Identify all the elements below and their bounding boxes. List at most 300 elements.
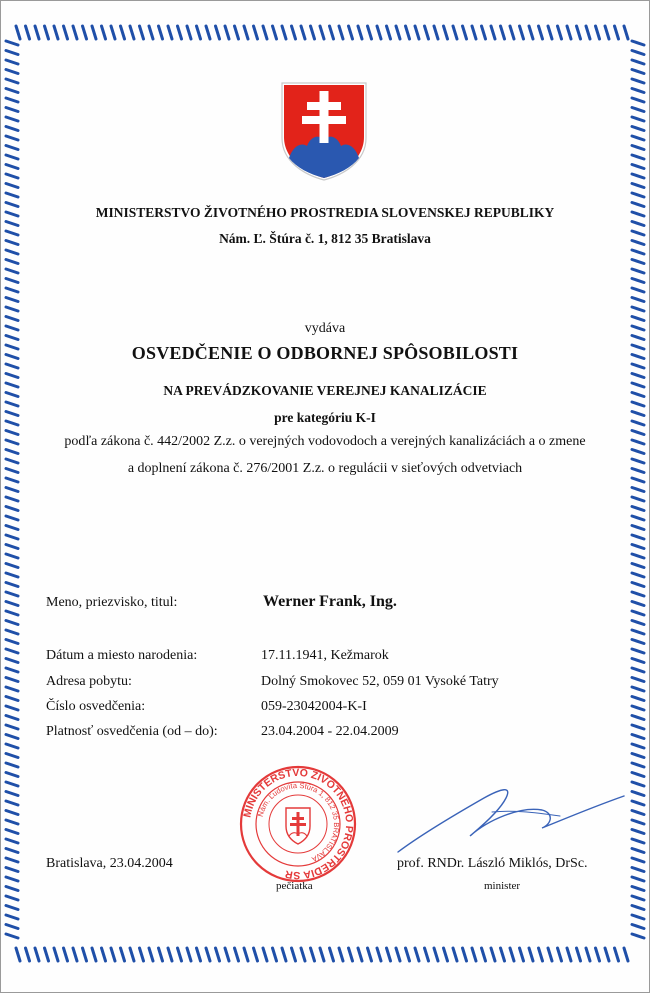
coat-of-arms-icon <box>279 80 369 182</box>
border-mark <box>558 948 562 961</box>
border-mark <box>330 26 334 39</box>
border-mark <box>197 26 201 39</box>
border-mark <box>311 948 315 961</box>
border-mark <box>6 640 18 644</box>
official-stamp-icon <box>238 764 358 884</box>
border-mark <box>632 868 644 872</box>
signature-image <box>392 776 634 858</box>
border-mark <box>632 307 644 311</box>
border-mark <box>6 887 18 891</box>
border-mark <box>6 925 18 929</box>
border-mark <box>35 948 39 961</box>
border-mark <box>159 26 163 39</box>
border-mark <box>130 948 134 961</box>
certificate-title: OSVEDČENIE O ODBORNEJ SPÔSOBILOSTI <box>131 343 519 363</box>
border-mark <box>6 573 18 577</box>
border-mark <box>6 630 18 634</box>
border-mark <box>510 948 514 961</box>
border-mark <box>632 649 644 653</box>
field-value-validity: 23.04.2004 - 22.04.2009 <box>261 724 399 739</box>
field-label-birth: Dátum a miesto narodenia: <box>46 648 198 663</box>
border-mark <box>529 948 533 961</box>
border-mark <box>263 948 267 961</box>
border-mark <box>368 26 372 39</box>
field-label-address: Adresa pobytu: <box>46 674 132 689</box>
border-mark <box>301 26 305 39</box>
border-mark <box>206 26 210 39</box>
border-mark <box>73 26 77 39</box>
border-mark <box>491 26 495 39</box>
border-mark <box>6 554 18 558</box>
border-mark <box>35 26 39 39</box>
border-mark <box>92 26 96 39</box>
border-mark <box>6 706 18 710</box>
border-mark <box>632 887 644 891</box>
border-mark <box>632 98 644 102</box>
border-mark <box>632 288 644 292</box>
border-mark <box>64 26 68 39</box>
border-mark <box>632 193 644 197</box>
border-mark <box>632 716 644 720</box>
border-mark <box>396 948 400 961</box>
border-mark <box>6 811 18 815</box>
border-mark <box>425 948 429 961</box>
border-mark <box>197 948 201 961</box>
border-mark <box>6 507 18 511</box>
border-mark <box>510 26 514 39</box>
border-mark <box>6 488 18 492</box>
border-mark <box>6 735 18 739</box>
border-mark <box>6 906 18 910</box>
border-mark <box>624 26 628 39</box>
border-mark <box>548 26 552 39</box>
border-mark <box>632 279 644 283</box>
border-mark <box>6 564 18 568</box>
border-mark <box>73 948 77 961</box>
border-mark <box>632 108 644 112</box>
border-mark <box>6 697 18 701</box>
border-mark <box>434 26 438 39</box>
border-mark <box>358 948 362 961</box>
border-mark <box>6 792 18 796</box>
border-mark <box>102 26 106 39</box>
border-mark <box>632 554 644 558</box>
field-value-birth: 17.11.1941, Kežmarok <box>261 648 389 663</box>
border-mark <box>434 948 438 961</box>
border-mark <box>6 754 18 758</box>
border-mark <box>6 649 18 653</box>
border-mark <box>282 26 286 39</box>
border-mark <box>6 877 18 881</box>
border-mark <box>632 374 644 378</box>
stamp-outer-text: MINISTERSTVO ŽIVOTNÉHO PROSTREDIA SR <box>241 766 356 882</box>
border-mark <box>6 250 18 254</box>
border-mark <box>311 26 315 39</box>
border-mark <box>168 26 172 39</box>
border-mark <box>16 948 20 961</box>
border-mark <box>406 26 410 39</box>
border-mark <box>520 948 524 961</box>
signatory-name: prof. RNDr. László Miklós, DrSc. <box>397 856 588 871</box>
border-mark <box>244 948 248 961</box>
border-mark <box>632 934 644 938</box>
border-mark <box>368 948 372 961</box>
border-mark <box>632 526 644 530</box>
border-mark <box>632 687 644 691</box>
border-mark <box>6 317 18 321</box>
border-mark <box>6 70 18 74</box>
border-mark <box>491 948 495 961</box>
border-mark <box>6 744 18 748</box>
border-mark <box>632 915 644 919</box>
border-mark <box>472 26 476 39</box>
field-label-validity: Platnosť osvedčenia (od – do): <box>46 724 218 739</box>
border-mark <box>149 948 153 961</box>
border-mark <box>6 450 18 454</box>
border-mark <box>102 948 106 961</box>
border-mark <box>632 146 644 150</box>
stamp-label: pečiatka <box>276 880 313 892</box>
border-mark <box>615 948 619 961</box>
border-mark <box>6 678 18 682</box>
border-mark <box>632 165 644 169</box>
border-mark <box>632 127 644 131</box>
border-mark <box>632 450 644 454</box>
border-mark <box>6 725 18 729</box>
border-mark <box>6 868 18 872</box>
border-mark <box>520 26 524 39</box>
border-mark <box>632 155 644 159</box>
border-mark <box>6 136 18 140</box>
border-mark <box>632 364 644 368</box>
border-mark <box>577 948 581 961</box>
certificate-subtitle: NA PREVÁDZKOVANIE VEREJNEJ KANALIZÁCIE <box>163 383 487 398</box>
border-mark <box>254 26 258 39</box>
border-mark <box>235 26 239 39</box>
border-mark <box>501 948 505 961</box>
border-mark <box>6 602 18 606</box>
border-mark <box>292 26 296 39</box>
border-mark <box>6 364 18 368</box>
border-mark <box>632 659 644 663</box>
border-mark <box>444 948 448 961</box>
border-mark <box>140 948 144 961</box>
border-mark <box>111 948 115 961</box>
border-mark <box>282 948 286 961</box>
border-mark <box>6 763 18 767</box>
border-mark <box>6 545 18 549</box>
issue-place-date: Bratislava, 23.04.2004 <box>46 856 173 871</box>
border-mark <box>6 526 18 530</box>
border-mark <box>632 41 644 45</box>
border-mark <box>263 26 267 39</box>
border-mark <box>632 744 644 748</box>
border-mark <box>6 60 18 64</box>
border-mark <box>453 26 457 39</box>
border-mark <box>632 906 644 910</box>
border-mark <box>6 497 18 501</box>
border-mark <box>6 830 18 834</box>
border-mark <box>463 948 467 961</box>
border-mark <box>244 26 248 39</box>
border-mark <box>6 934 18 938</box>
border-mark <box>6 592 18 596</box>
border-mark <box>349 26 353 39</box>
border-mark <box>632 51 644 55</box>
border-mark <box>45 948 49 961</box>
border-mark <box>6 516 18 520</box>
border-mark <box>6 269 18 273</box>
border-mark <box>501 26 505 39</box>
border-mark <box>140 26 144 39</box>
border-mark <box>632 79 644 83</box>
border-mark <box>632 754 644 758</box>
border-mark <box>596 26 600 39</box>
border-mark <box>482 948 486 961</box>
border-mark <box>216 26 220 39</box>
issues-text: vydáva <box>304 321 346 336</box>
border-mark <box>6 222 18 226</box>
signatory-role: minister <box>484 880 521 892</box>
border-mark <box>558 26 562 39</box>
border-mark <box>632 545 644 549</box>
border-mark <box>6 535 18 539</box>
border-mark <box>301 948 305 961</box>
border-mark <box>632 602 644 606</box>
border-mark <box>6 402 18 406</box>
border-mark <box>187 26 191 39</box>
border-mark <box>632 117 644 121</box>
border-mark <box>26 26 30 39</box>
border-mark <box>632 573 644 577</box>
border-mark <box>6 79 18 83</box>
border-mark <box>6 117 18 121</box>
border-mark <box>605 26 609 39</box>
border-mark <box>632 877 644 881</box>
border-mark <box>254 948 258 961</box>
border-mark <box>6 165 18 169</box>
field-value-address: Dolný Smokovec 52, 059 01 Vysoké Tatry <box>261 674 499 689</box>
border-mark <box>45 26 49 39</box>
border-mark <box>632 725 644 729</box>
border-mark <box>54 26 58 39</box>
border-mark <box>273 948 277 961</box>
border-mark <box>586 26 590 39</box>
border-mark <box>121 948 125 961</box>
border-mark <box>358 26 362 39</box>
border-mark <box>632 621 644 625</box>
border-mark <box>605 948 609 961</box>
border-mark <box>6 858 18 862</box>
border-mark <box>6 621 18 625</box>
border-mark <box>632 925 644 929</box>
border-mark <box>6 307 18 311</box>
border-mark <box>632 592 644 596</box>
border-mark <box>6 98 18 102</box>
border-mark <box>6 193 18 197</box>
border-mark <box>632 497 644 501</box>
border-mark <box>206 948 210 961</box>
border-mark <box>6 583 18 587</box>
field-label-name: Meno, priezvisko, titul: <box>46 595 178 610</box>
border-mark <box>225 26 229 39</box>
border-mark <box>6 687 18 691</box>
border-mark <box>6 89 18 93</box>
border-mark <box>632 896 644 900</box>
border-mark <box>632 184 644 188</box>
border-mark <box>6 773 18 777</box>
border-mark <box>273 26 277 39</box>
border-mark <box>121 26 125 39</box>
border-mark <box>632 583 644 587</box>
border-mark <box>92 948 96 961</box>
border-mark <box>6 782 18 786</box>
border-mark <box>339 26 343 39</box>
stamp-inner-text: Nám. Ľudovíta Štúra 1, 812 35 BRATISLAVA <box>255 780 342 864</box>
border-mark <box>6 51 18 55</box>
field-value-name: Werner Frank, Ing. <box>263 593 397 610</box>
border-mark <box>6 849 18 853</box>
border-mark <box>577 26 581 39</box>
border-mark <box>6 839 18 843</box>
law-reference-line-1: podľa zákona č. 442/2002 Z.z. o verejných vodovodoch a verejných kanalizáciách a o zmene <box>64 434 586 449</box>
border-mark <box>632 250 644 254</box>
border-mark <box>632 269 644 273</box>
border-mark <box>54 948 58 961</box>
border-mark <box>6 146 18 150</box>
border-mark <box>632 630 644 634</box>
border-mark <box>632 507 644 511</box>
border-mark <box>292 948 296 961</box>
border-mark <box>111 26 115 39</box>
border-mark <box>225 948 229 961</box>
border-mark <box>596 948 600 961</box>
border-mark <box>83 26 87 39</box>
border-mark <box>130 26 134 39</box>
border-mark <box>6 279 18 283</box>
border-mark <box>6 611 18 615</box>
border-mark <box>425 26 429 39</box>
border-mark <box>548 948 552 961</box>
border-mark <box>632 611 644 615</box>
ministry-address: Nám. Ľ. Štúra č. 1, 812 35 Bratislava <box>219 231 431 246</box>
border-mark <box>567 948 571 961</box>
border-mark <box>632 488 644 492</box>
border-mark <box>632 564 644 568</box>
certificate-category: pre kategóriu K-I <box>274 410 376 425</box>
border-mark <box>632 640 644 644</box>
border-mark <box>632 858 644 862</box>
border-mark <box>539 26 543 39</box>
field-value-certificate-number: 059-23042004-K-I <box>261 699 367 714</box>
border-mark <box>415 26 419 39</box>
border-mark <box>6 174 18 178</box>
border-mark <box>178 26 182 39</box>
border-mark <box>6 478 18 482</box>
border-mark <box>6 288 18 292</box>
border-mark <box>415 948 419 961</box>
border-mark <box>567 26 571 39</box>
border-mark <box>6 820 18 824</box>
field-label-certificate-number: Číslo osvedčenia: <box>46 699 146 714</box>
border-mark <box>187 948 191 961</box>
border-mark <box>453 948 457 961</box>
border-mark <box>632 735 644 739</box>
border-mark <box>320 948 324 961</box>
border-mark <box>472 948 476 961</box>
border-mark <box>6 668 18 672</box>
border-mark <box>83 948 87 961</box>
border-mark <box>632 174 644 178</box>
border-mark <box>377 26 381 39</box>
border-mark <box>6 260 18 264</box>
border-mark <box>615 26 619 39</box>
border-mark <box>6 41 18 45</box>
border-mark <box>178 948 182 961</box>
border-mark <box>482 26 486 39</box>
border-mark <box>632 222 644 226</box>
border-mark <box>64 948 68 961</box>
border-mark <box>6 896 18 900</box>
border-mark <box>6 127 18 131</box>
border-mark <box>632 763 644 767</box>
border-mark <box>586 948 590 961</box>
border-mark <box>529 26 533 39</box>
border-mark <box>339 948 343 961</box>
border-mark <box>624 948 628 961</box>
border-mark <box>349 948 353 961</box>
border-mark <box>632 89 644 93</box>
border-mark <box>330 948 334 961</box>
border-mark <box>444 26 448 39</box>
border-mark <box>16 26 20 39</box>
border-mark <box>6 915 18 919</box>
border-mark <box>377 948 381 961</box>
border-mark <box>6 716 18 720</box>
border-mark <box>6 298 18 302</box>
border-mark <box>168 948 172 961</box>
border-mark <box>632 70 644 74</box>
border-mark <box>387 948 391 961</box>
border-mark <box>406 948 410 961</box>
border-mark <box>632 478 644 482</box>
border-mark <box>6 184 18 188</box>
border-mark <box>632 706 644 710</box>
border-mark <box>320 26 324 39</box>
border-mark <box>632 668 644 672</box>
border-mark <box>632 516 644 520</box>
border-mark <box>632 535 644 539</box>
border-mark <box>387 26 391 39</box>
border-mark <box>235 948 239 961</box>
border-mark <box>632 136 644 140</box>
border-mark <box>159 948 163 961</box>
border-mark <box>396 26 400 39</box>
border-mark <box>632 317 644 321</box>
border-mark <box>6 659 18 663</box>
border-mark <box>6 155 18 159</box>
border-mark <box>632 697 644 701</box>
border-mark <box>632 298 644 302</box>
border-mark <box>6 108 18 112</box>
border-mark <box>26 948 30 961</box>
border-mark <box>632 260 644 264</box>
border-mark <box>632 60 644 64</box>
border-mark <box>216 948 220 961</box>
ministry-name: MINISTERSTVO ŽIVOTNÉHO PROSTREDIA SLOVENSKEJ REPUBLIKY <box>95 205 555 220</box>
border-mark <box>632 402 644 406</box>
border-mark <box>6 374 18 378</box>
